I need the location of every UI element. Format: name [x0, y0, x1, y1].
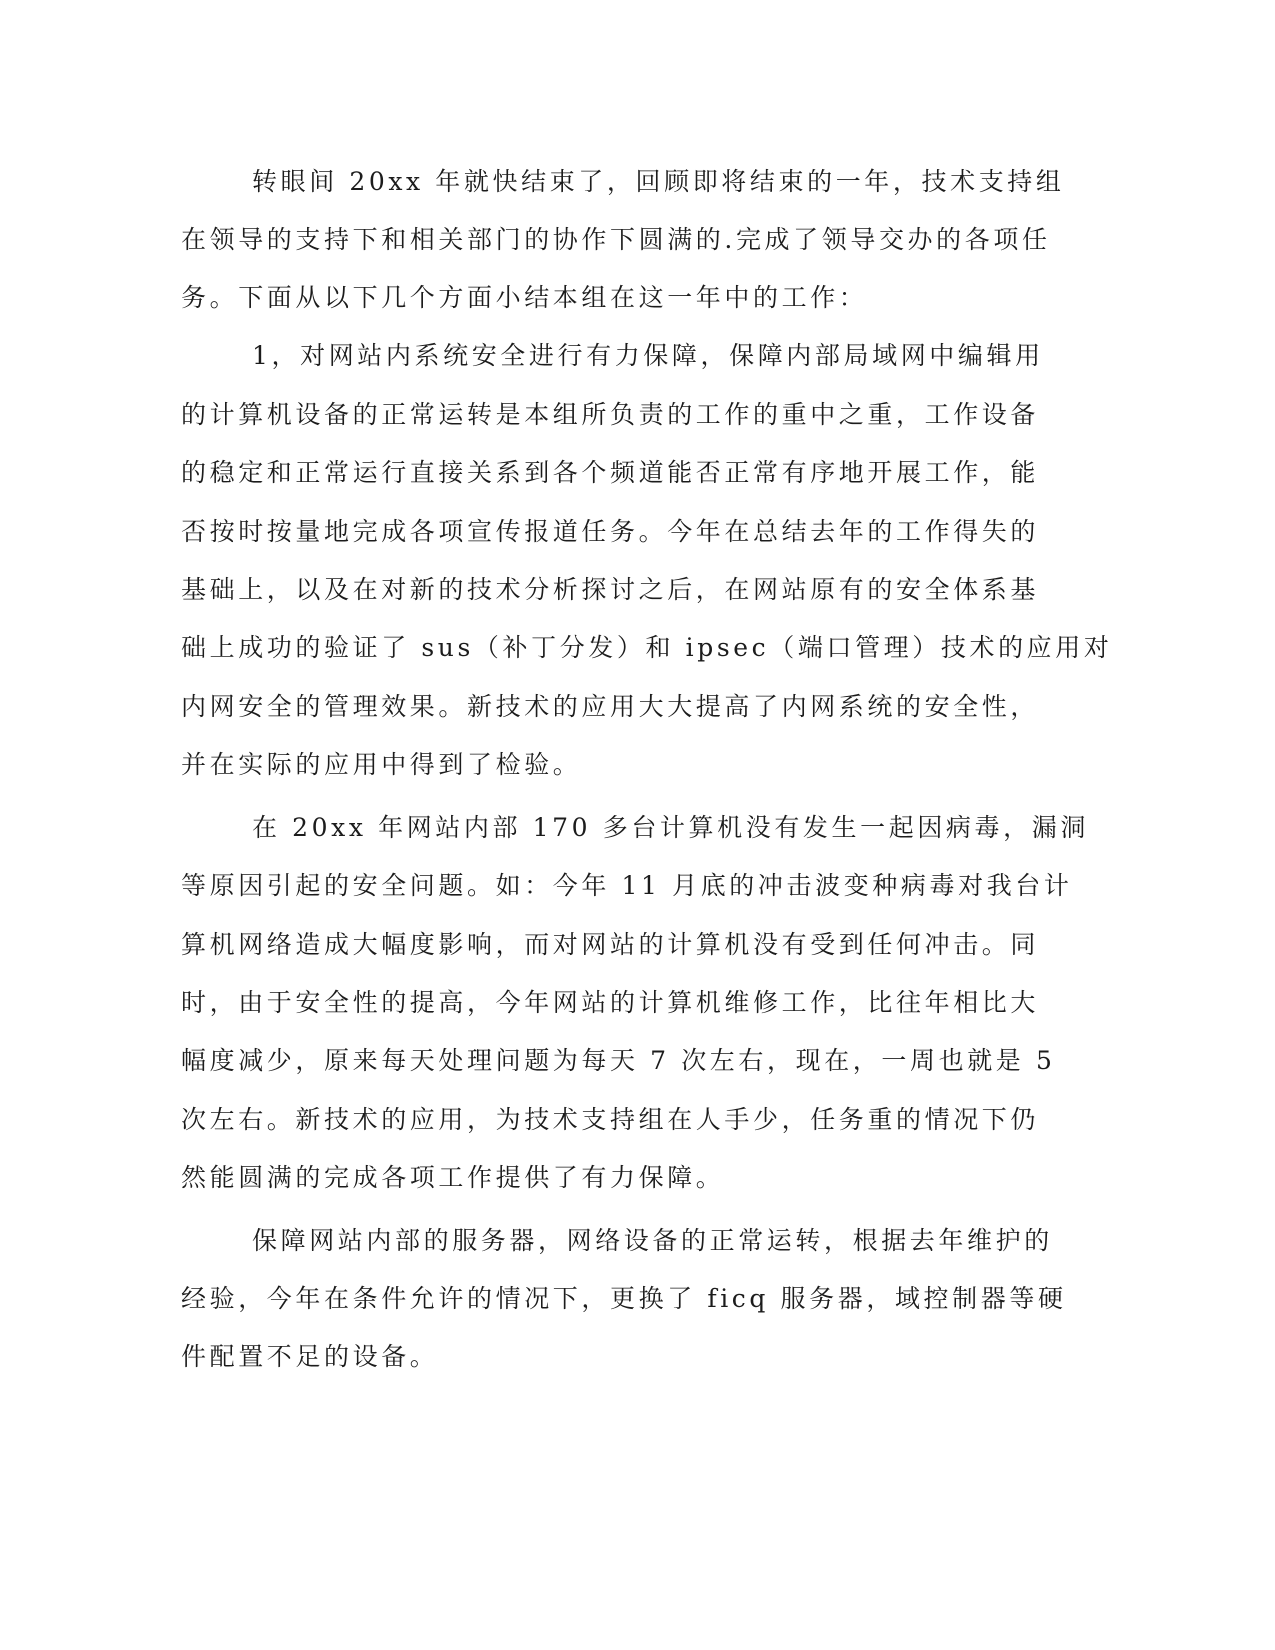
paragraph-1-line-1: 转眼间 20xx 年就快结束了，回顾即将结束的一年，技术支持组: [252, 167, 1065, 196]
paragraph-4-line-1: 保障网站内部的服务器，网络设备的正常运转，根据去年维护的: [252, 1226, 1053, 1255]
paragraph-3-line-5: 幅度减少，原来每天处理问题为每天 7 次左右，现在，一周也就是 5: [181, 1046, 1056, 1075]
paragraph-3-line-3: 算机网络造成大幅度影响，而对网站的计算机没有受到任何冲击。同: [181, 930, 1040, 959]
paragraph-4-line-3: 件配置不足的设备。: [181, 1342, 439, 1371]
paragraph-3-line-6: 次左右。新技术的应用，为技术支持组在人手少，任务重的情况下仍: [181, 1105, 1040, 1134]
paragraph-4-line-2: 经验，今年在条件允许的情况下，更换了 ficq 服务器，域控制器等硬: [181, 1284, 1067, 1313]
paragraph-1-line-3: 务。下面从以下几个方面小结本组在这一年中的工作：: [181, 283, 868, 312]
paragraph-2-line-1: 1，对网站内系统安全进行有力保障，保障内部局域网中编辑用: [252, 341, 1044, 370]
paragraph-3-line-4: 时，由于安全性的提高，今年网站的计算机维修工作，比往年相比大: [181, 988, 1040, 1017]
paragraph-2-line-7: 内网安全的管理效果。新技术的应用大大提高了内网系统的安全性，: [181, 692, 1040, 721]
paragraph-2-line-2: 的计算机设备的正常运转是本组所负责的工作的重中之重，工作设备: [181, 400, 1040, 429]
paragraph-2-line-4: 否按时按量地完成各项宣传报道任务。今年在总结去年的工作得失的: [181, 517, 1040, 546]
paragraph-3-line-1: 在 20xx 年网站内部 170 多台计算机没有发生一起因病毒，漏洞: [252, 813, 1089, 842]
paragraph-2-line-6: 础上成功的验证了 sus（补丁分发）和 ipsec（端口管理）技术的应用对: [181, 633, 1113, 662]
paragraph-2-line-5: 基础上，以及在对新的技术分析探讨之后，在网站原有的安全体系基: [181, 575, 1040, 604]
paragraph-3-line-7: 然能圆满的完成各项工作提供了有力保障。: [181, 1163, 725, 1192]
paragraph-3-line-2: 等原因引起的安全问题。如：今年 11 月底的冲击波变种病毒对我台计: [181, 871, 1073, 900]
paragraph-1-line-2: 在领导的支持下和相关部门的协作下圆满的.完成了领导交办的各项任: [181, 225, 1051, 254]
paragraph-2-line-8: 并在实际的应用中得到了检验。: [181, 750, 582, 779]
paragraph-2-line-3: 的稳定和正常运行直接关系到各个频道能否正常有序地开展工作，能: [181, 458, 1040, 487]
